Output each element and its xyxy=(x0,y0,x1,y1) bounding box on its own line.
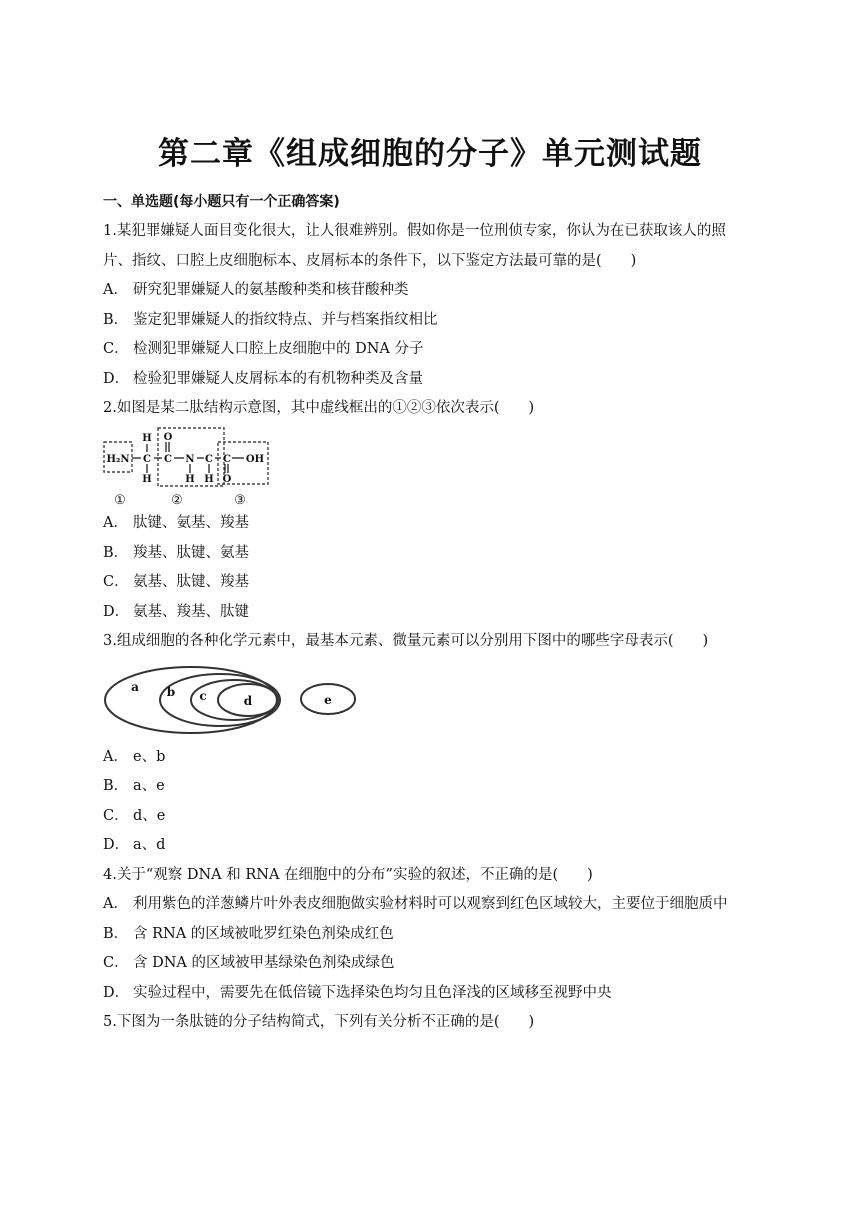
label-h-bottom: H xyxy=(142,474,152,485)
option-text: 含 DNA 的区域被甲基绿染色剂染成绿色 xyxy=(133,955,395,971)
option-letter: B． xyxy=(103,312,129,328)
option-text: 检测犯罪嫌疑人口腔上皮细胞中的 DNA 分子 xyxy=(133,341,424,357)
question-3-option-a xyxy=(103,747,165,767)
label-c: c xyxy=(199,689,207,703)
question-1-stem-line-2: 片、指纹、口腔上皮细胞标本、皮屑标本的条件下，以下鉴定方法最可靠的是( ) xyxy=(103,253,637,269)
option-letter: A． xyxy=(103,282,128,298)
option-letter: C． xyxy=(103,574,129,590)
option-text: e、b xyxy=(133,749,166,765)
option-letter: D． xyxy=(103,985,130,1001)
option-text: 利用紫色的洋葱鳞片叶外表皮细胞做实验材料时可以观察到红色区域较大，主要位于细胞质中 xyxy=(133,896,728,912)
question-1-option-a xyxy=(103,280,409,300)
question-1-option-d xyxy=(103,369,423,389)
question-4-option-a xyxy=(103,894,728,914)
question-4-option-b xyxy=(103,924,394,944)
label-a: a xyxy=(131,680,139,694)
option-text: a、d xyxy=(133,837,166,853)
label-c-carboxyl: C xyxy=(223,454,231,465)
label-b: b xyxy=(166,685,176,699)
question-3-stem: 3.组成细胞的各种化学元素中，最基本元素、微量元素可以分别用下图中的哪些字母表示( ) xyxy=(103,633,709,649)
question-4-option-d xyxy=(103,983,612,1003)
option-letter: C． xyxy=(103,808,129,824)
option-letter: B． xyxy=(103,545,129,561)
element-sets-figure xyxy=(103,664,363,738)
option-text: a、e xyxy=(133,778,165,794)
option-letter: D． xyxy=(103,371,130,387)
question-1-option-b xyxy=(103,310,438,330)
page-title: 第二章《组成细胞的分子》单元测试题 xyxy=(158,136,702,172)
option-letter: D． xyxy=(103,837,130,853)
marker-2: ② xyxy=(171,493,183,508)
question-3-option-b xyxy=(103,776,165,796)
label-e: e xyxy=(324,693,332,707)
question-1-stem-line-1: 1.某犯罪嫌疑人面目变化很大，让人很难辨别。假如你是一位刑侦专家，你认为在已获取该人的照 xyxy=(103,223,726,239)
label-o-carboxyl: O xyxy=(222,474,232,485)
option-letter: D． xyxy=(103,604,130,620)
label-c-carbonyl: C xyxy=(164,454,172,465)
marker-1: ① xyxy=(114,493,126,508)
label-h2n: H₂N xyxy=(106,454,130,465)
label-n: N xyxy=(185,454,195,465)
label-o-carbonyl: O xyxy=(163,432,173,443)
dipeptide-structure-figure xyxy=(100,424,280,508)
label-h-alpha-2: H xyxy=(204,474,214,485)
option-text: 氨基、羧基、肽键 xyxy=(133,604,249,620)
question-5-stem: 5.下图为一条肽链的分子结构简式，下列有关分析不正确的是( ) xyxy=(103,1014,535,1030)
option-letter: C． xyxy=(103,955,129,971)
option-text: 鉴定犯罪嫌疑人的指纹特点、并与档案指纹相比 xyxy=(133,312,438,328)
question-2-option-a xyxy=(103,513,249,533)
question-4-stem: 4.关于“观察 DNA 和 RNA 在细胞中的分布”实验的叙述，不正确的是( ) xyxy=(103,867,593,883)
section-heading: 一、单选题(每小题只有一个正确答案) xyxy=(103,194,340,210)
option-text: 羧基、肽键、氨基 xyxy=(133,545,249,561)
option-letter: B． xyxy=(103,778,129,794)
option-text: 实验过程中，需要先在低倍镜下选择染色均匀且色泽浅的区域移至视野中央 xyxy=(133,985,612,1001)
option-letter: A． xyxy=(103,749,128,765)
question-3-option-d xyxy=(103,835,165,855)
option-letter: A． xyxy=(103,896,128,912)
label-h-top: H xyxy=(142,433,152,444)
label-d: d xyxy=(243,694,253,708)
option-letter: A． xyxy=(103,515,128,531)
label-c-alpha: C xyxy=(143,454,151,465)
option-text: 氨基、肽键、羧基 xyxy=(133,574,249,590)
label-oh: OH xyxy=(245,454,265,465)
option-text: d、e xyxy=(133,808,166,824)
question-1-option-c xyxy=(103,339,424,359)
question-2-option-c xyxy=(103,572,249,592)
option-text: 肽键、氨基、羧基 xyxy=(133,515,249,531)
option-text: 研究犯罪嫌疑人的氨基酸种类和核苷酸种类 xyxy=(133,282,409,298)
label-h-n: H xyxy=(185,474,195,485)
question-2-option-b xyxy=(103,543,249,563)
label-c-alpha-2: C xyxy=(205,454,213,465)
option-letter: C． xyxy=(103,341,129,357)
marker-3: ③ xyxy=(234,493,246,508)
option-letter: B． xyxy=(103,926,129,942)
question-3-option-c xyxy=(103,806,165,826)
question-2-option-d xyxy=(103,602,249,622)
question-2-stem: 2.如图是某二肽结构示意图，其中虚线框出的①②③依次表示( ) xyxy=(103,400,535,416)
question-4-option-c xyxy=(103,953,395,973)
option-text: 检验犯罪嫌疑人皮屑标本的有机物种类及含量 xyxy=(133,371,423,387)
option-text: 含 RNA 的区域被吡罗红染色剂染成红色 xyxy=(133,926,394,942)
